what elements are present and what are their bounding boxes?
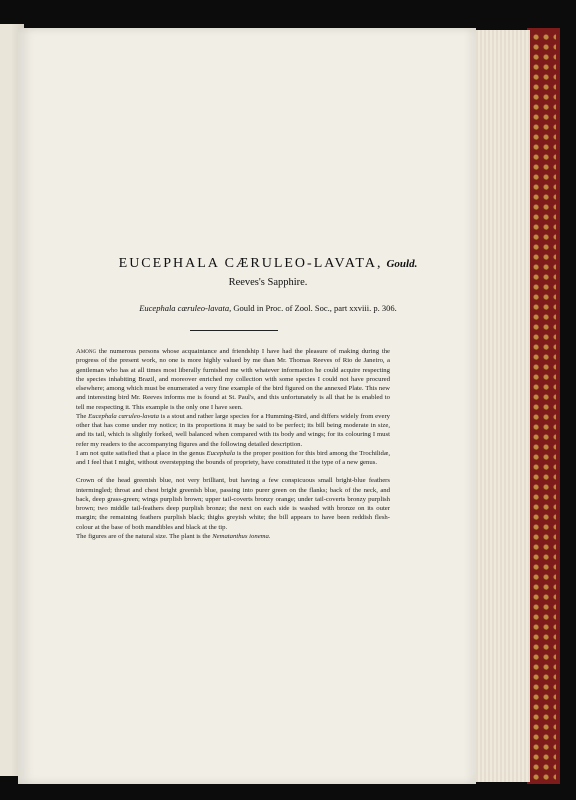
paragraph-1 (76, 347, 390, 412)
cover-ornament (531, 32, 556, 780)
paragraph-3-text: is the proper position for this bird among the Trochilidæ, and I feel that I might, without overstepping the bounds of propriety, have constituted it the type of a new genus. (76, 449, 391, 466)
paragraph-figures-text: The figures are of the natural size. The plant is the (76, 532, 211, 540)
paragraph-2-start: The (76, 412, 87, 420)
title-author: Gould. (386, 258, 418, 270)
paragraph-3-start: I am not quite satisfied that a place in the genus (76, 449, 205, 457)
common-name: Reeves's Sapphire. (228, 277, 308, 288)
paragraph-3-genus: Eucephala (206, 449, 236, 457)
plant-name: Nematanthus ionema. (212, 532, 271, 540)
book-page (18, 28, 476, 784)
paragraph-figures (76, 532, 390, 541)
paragraph-2-text: is a stout and rather large species for a Humming-Bird, and differs widely from every other that has come under my notice; in its proportions it may be said to be perfect; its bill being moderate in size, and its tail, which is slightly forked, well balanced when compared with its body and wings; for its colouring I must refer my readers to the accompanying figures and the following detailed description. (76, 412, 391, 448)
paragraph-2-species: Eucephala cæruleo-lavata (88, 412, 159, 420)
paragraph-1-lead: Among (76, 348, 97, 355)
species-title (18, 256, 518, 272)
paragraph-2 (76, 412, 390, 449)
divider-rule (190, 330, 278, 331)
page-stack (470, 30, 530, 782)
paragraph-3 (76, 449, 390, 468)
paragraph-description: Crown of the head greenish blue, not very brilliant, but having a few conspicuous small bright-blue feathers intermingled; throat and chest bright greenish blue, passing into purer green on the flanks; back of the neck, and back, deep grass-green; wings purplish brown; upper tail-coverts bronzy orange; under tail-coverts bronzy purplish brown; two middle tail-feathers deep purplish bronze; the next on each side is washed with bronze on its outer margin; the remaining feathers purplish black; thighs greyish white; the bill appears to have been reddish flesh-colour at the base of both mandibles and black at the tip. (76, 477, 390, 531)
body-text (76, 347, 390, 541)
citation-species: Eucephala cæruleo-lavata, (139, 303, 232, 313)
paragraph-1-text: the numerous persons whose acquaintance and friendship I have had the pleasure of making during the progress of the present work, no one is more highly valued by me than Mr. Thomas Reeves of Rio de Janeiro, a gentleman who has at all times most liberally furnished me with whatever information he could acquire respecting the species inhabiting Brazil, and moreover enriched my collection with some species I could not have procured elsewhere; among which must be enumerated a very fine example of the bird figured on the annexed Plate. This new and interesting bird Mr. Reeves informs me is found at St. Paul's, and this unfortunately is all that he is enabled to tell me respecting it. This example is the only one I have seen. (76, 348, 391, 411)
title-text: EUCEPHALA CÆRULEO-LAVATA, (118, 256, 383, 271)
citation-reference: Gould in Proc. of Zool. Soc., part xxviii. p. 306. (233, 303, 397, 313)
citation (18, 303, 518, 313)
